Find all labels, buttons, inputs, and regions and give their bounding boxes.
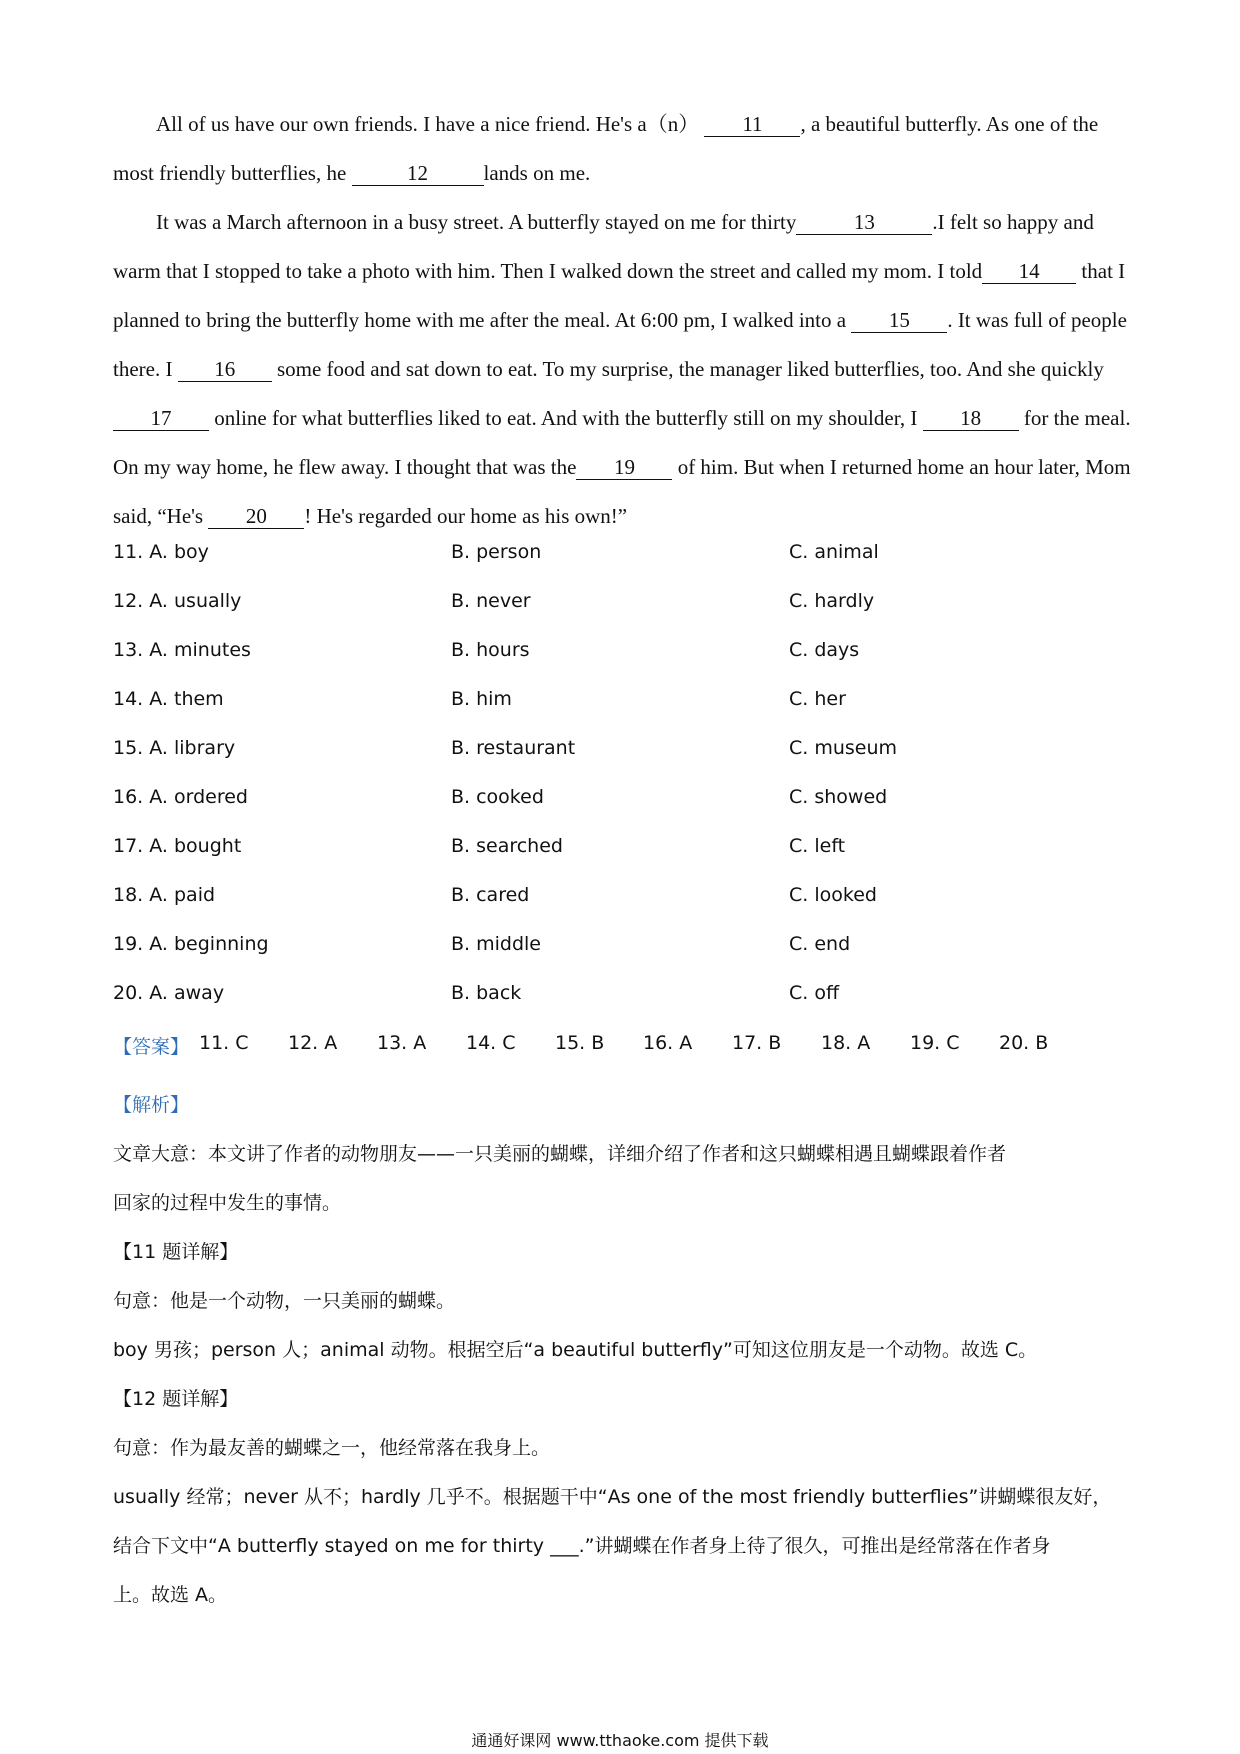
answer-item: 13. A — [377, 1032, 427, 1054]
answer-item: 16. A — [643, 1032, 693, 1054]
blank-14: 14 — [982, 259, 1076, 284]
q12-detail-line: 上。故选 A。 — [113, 1584, 228, 1606]
blank-20: 20 — [208, 504, 304, 529]
answer-item: 12. A — [288, 1032, 338, 1054]
option-row-18: 18. A. paid B. cared C. looked — [113, 884, 877, 906]
blank-18: 18 — [923, 406, 1019, 431]
option-row-19: 19. A. beginning B. middle C. end — [113, 933, 851, 955]
answer-key — [113, 1032, 1133, 1062]
option-row-20: 20. A. away B. back C. off — [113, 982, 840, 1004]
option-row-13: 13. A. minutes B. hours C. days — [113, 639, 860, 661]
q11-meaning: 句意：他是一个动物，一只美丽的蝴蝶。 — [113, 1290, 456, 1312]
option-row-14: 14. A. them B. him C. her — [113, 688, 846, 710]
blank-16: 16 — [178, 357, 272, 382]
answer-item: 17. B — [732, 1032, 782, 1054]
summary-line: 文章大意：本文讲了作者的动物朋友——一只美丽的蝴蝶，详细介绍了作者和这只蝴蝶相遇且蝴蝶跟着作者 — [113, 1143, 1007, 1165]
q12-heading: 【12 题详解】 — [113, 1388, 239, 1410]
blank-15: 15 — [851, 308, 947, 333]
option-row-15: 15. A. library B. restaurant C. museum — [113, 737, 898, 759]
summary-line: 回家的过程中发生的事情。 — [113, 1192, 342, 1214]
q12-detail-line: 结合下文中“A butterfly stayed on me for thirty ___.”讲蝴蝶在作者身上待了很久，可推出是经常落在作者身 — [113, 1535, 1051, 1557]
answer-item: 11. C — [199, 1032, 249, 1054]
blank-12: 12 — [352, 161, 484, 186]
analysis-section — [113, 1081, 1133, 1620]
answer-item: 19. C — [910, 1032, 960, 1054]
analysis-label: 【解析】 — [113, 1094, 190, 1116]
option-row-11: 11. A. boy B. person C. animal — [113, 541, 879, 563]
blank-13: 13 — [796, 210, 932, 235]
q12-meaning: 句意：作为最友善的蝴蝶之一，他经常落在我身上。 — [113, 1437, 551, 1459]
option-row-16: 16. A. ordered B. cooked C. showed — [113, 786, 888, 808]
blank-11: 11 — [704, 112, 800, 137]
q11-heading: 【11 题详解】 — [113, 1241, 239, 1263]
answer-item: 18. A — [821, 1032, 871, 1054]
answer-item: 14. C — [466, 1032, 516, 1054]
answer-label: 【答案】 — [113, 1036, 190, 1058]
cloze-passage — [113, 100, 1133, 541]
footer-watermark: 通通好课网 www.tthaoke.com 提供下载 — [471, 1731, 769, 1750]
answer-item: 15. B — [555, 1032, 605, 1054]
blank-19: 19 — [576, 455, 672, 480]
passage-paragraph-1: All of us have our own friends. I have a nice friend. He's a（n） 11 , a beautiful butterfly. As one of the most friendly butterflies, he 12 lands on me. — [113, 112, 1099, 185]
option-row-12: 12. A. usually B. never C. hardly — [113, 590, 875, 612]
passage-paragraph-2: It was a March afternoon in a busy street. A butterfly stayed on me for thirty 13 .I felt so happy and warm that I stopped to take a photo with him. Then I walked down the street and called my mom. I told 14 that I planned to bring the butterfly home with me after the meal. At 6:00 pm, I walked into a 15 . It was full of people there. I 16 some food and sat down to eat. To my surprise, the manager liked butterflies, too. And she quickly 17 online for what butterflies liked to eat. And with the butterfly still on my shoulder, I 18 for the meal. On my way home, he flew away. I thought that was the 19 of him. But when I returned home an hour later, Mom said, “He's 20 ! He's regarded our home as his own!” — [113, 210, 1131, 528]
option-row-17: 17. A. bought B. searched C. left — [113, 835, 846, 857]
q12-detail-line: usually 经常；never 从不；hardly 几乎不。根据题干中“As one of the most friendly butterflies”讲蝴蝶很友好， — [113, 1486, 1112, 1508]
options-list — [113, 541, 1133, 1031]
q11-detail: boy 男孩；person 人；animal 动物。根据空后“a beautiful butterfly”可知这位朋友是一个动物。故选 C。 — [113, 1339, 1038, 1361]
blank-17: 17 — [113, 406, 209, 431]
answer-item: 20. B — [999, 1032, 1049, 1054]
